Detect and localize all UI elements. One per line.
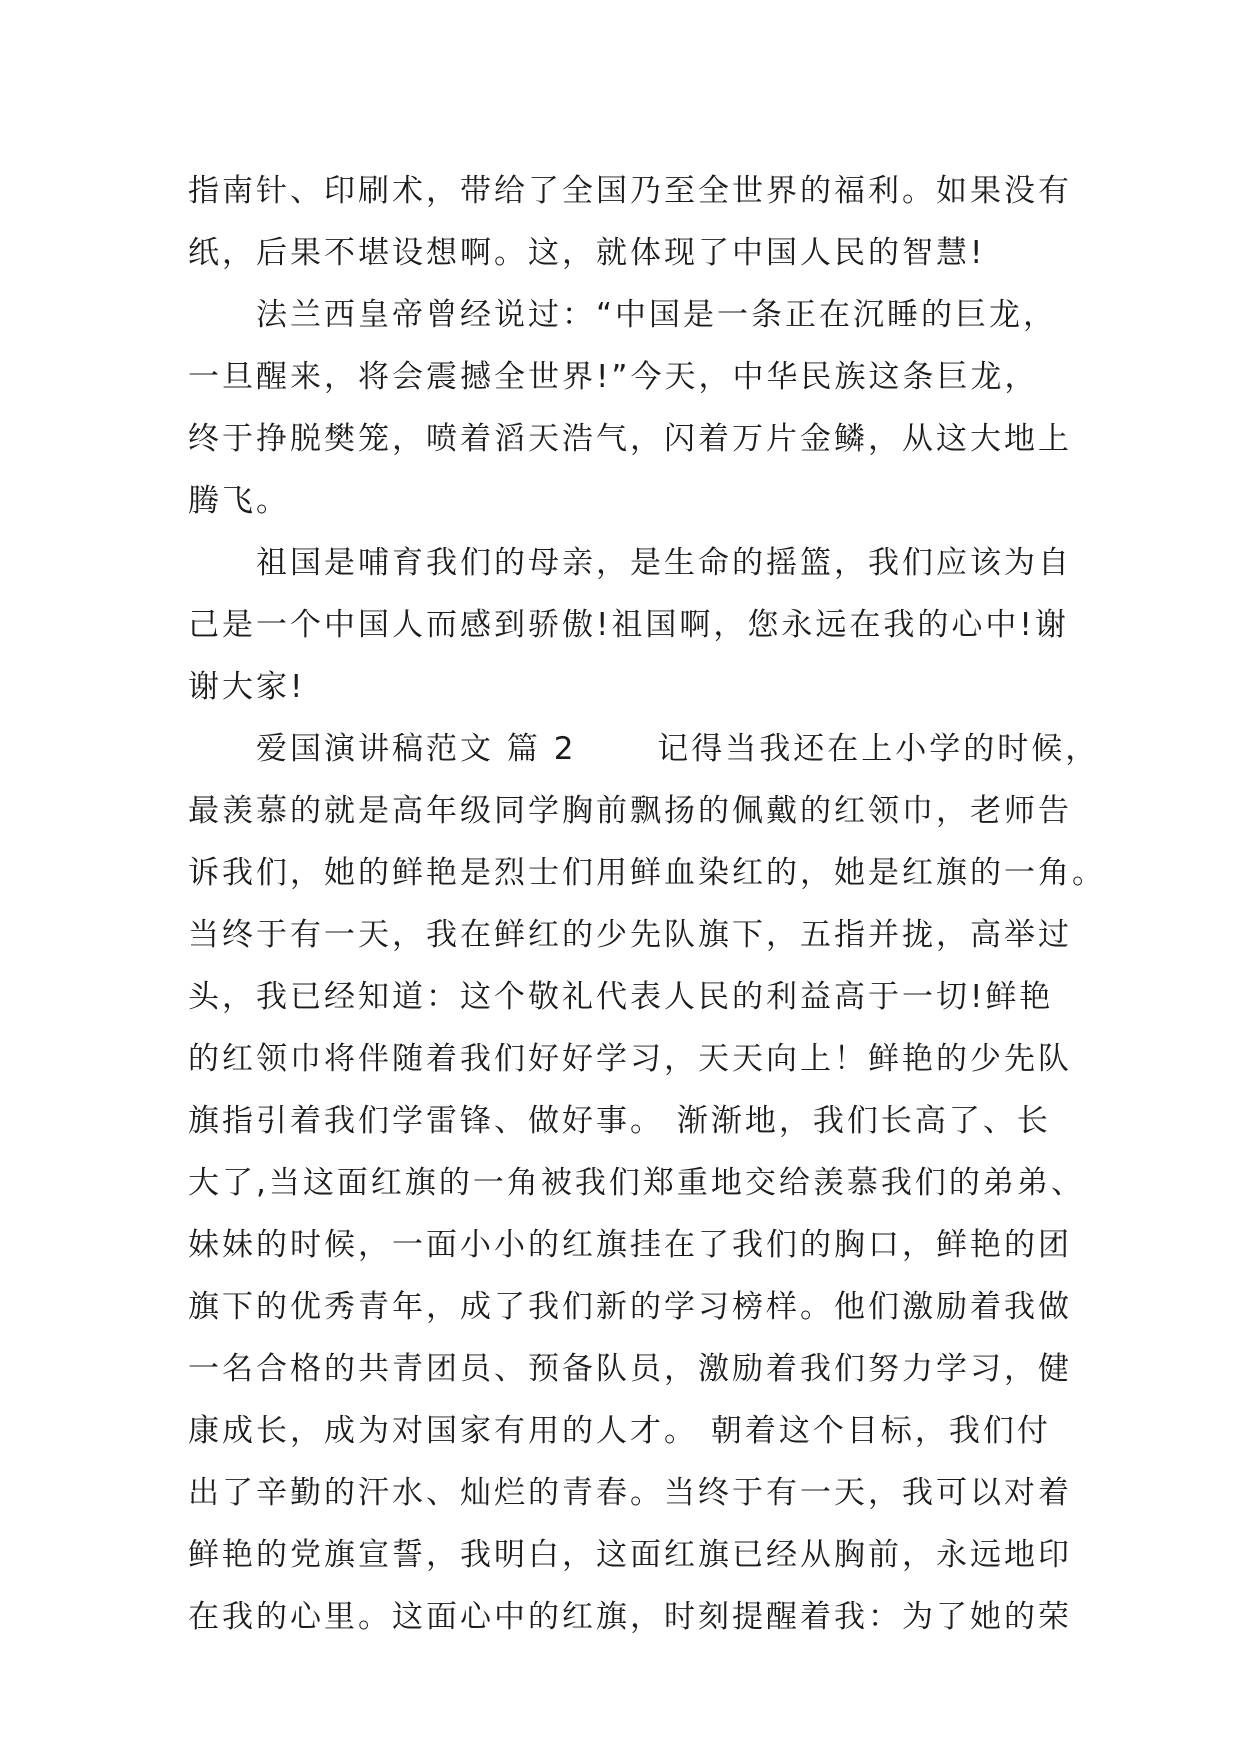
text-line: 出了辛勤的汗水、灿烂的青春。当终于有一天，我可以对着 <box>188 1475 1072 1511</box>
text-line: 终于挣脱樊笼，喷着滔天浩气，闪着万片金鳞，从这大地上 <box>188 421 1072 457</box>
text-line: 旗指引着我们学雷锋、做好事。 渐渐地，我们长高了、长 <box>188 1103 1051 1139</box>
text-line: 大了,当这面红旗的一角被我们郑重地交给羡慕我们的弟弟、 <box>188 1165 1085 1201</box>
text-line: 最羡慕的就是高年级同学胸前飘扬的佩戴的红领巾，老师告 <box>188 793 1072 829</box>
text-line: 头，我已经知道：这个敬礼代表人民的利益高于一切!鲜艳 <box>188 979 1054 1015</box>
text-line: 诉我们，她的鲜艳是烈士们用鲜血染红的，她是红旗的一角。 <box>188 855 1106 891</box>
text-line: 妹妹的时候，一面小小的红旗挂在了我们的胸口，鲜艳的团 <box>188 1227 1072 1263</box>
section-heading-line: 爱国演讲稿范文 篇 2 记得当我还在上小学的时候， <box>188 731 1100 767</box>
text-line: 在我的心里。这面心中的红旗，时刻提醒着我：为了她的荣 <box>188 1599 1072 1635</box>
text-line: 腾飞。 <box>188 483 290 519</box>
text-line: 己是一个中国人而感到骄傲!祖国啊，您永远在我的心中!谢 <box>188 607 1069 643</box>
text-line: 鲜艳的党旗宣誓，我明白，这面红旗已经从胸前，永远地印 <box>188 1537 1072 1573</box>
text-line: 康成长，成为对国家有用的人才。 朝着这个目标，我们付 <box>188 1413 1051 1449</box>
body-text <box>188 160 1106 1648</box>
text-line: 指南针、印刷术，带给了全国乃至全世界的福利。如果没有 <box>188 173 1072 209</box>
text-line: 的红领巾将伴随着我们好好学习，天天向上！鲜艳的少先队 <box>188 1041 1072 1077</box>
text-line: 一旦醒来，将会震撼全世界!”今天，中华民族这条巨龙， <box>188 359 1039 395</box>
text-line: 当终于有一天，我在鲜红的少先队旗下，五指并拢，高举过 <box>188 917 1072 953</box>
text-line: 一名合格的共青团员、预备队员，激励着我们努力学习，健 <box>188 1351 1072 1387</box>
text-line: 纸，后果不堪设想啊。这，就体现了中国人民的智慧! <box>188 235 986 271</box>
text-line: 旗下的优秀青年，成了我们新的学习榜样。他们激励着我做 <box>188 1289 1072 1325</box>
text-line: 谢大家! <box>188 669 306 705</box>
text-line: 祖国是哺育我们的母亲，是生命的摇篮，我们应该为自 <box>188 545 1072 581</box>
text-line: 法兰西皇帝曾经说过：“中国是一条正在沉睡的巨龙， <box>188 297 1058 333</box>
